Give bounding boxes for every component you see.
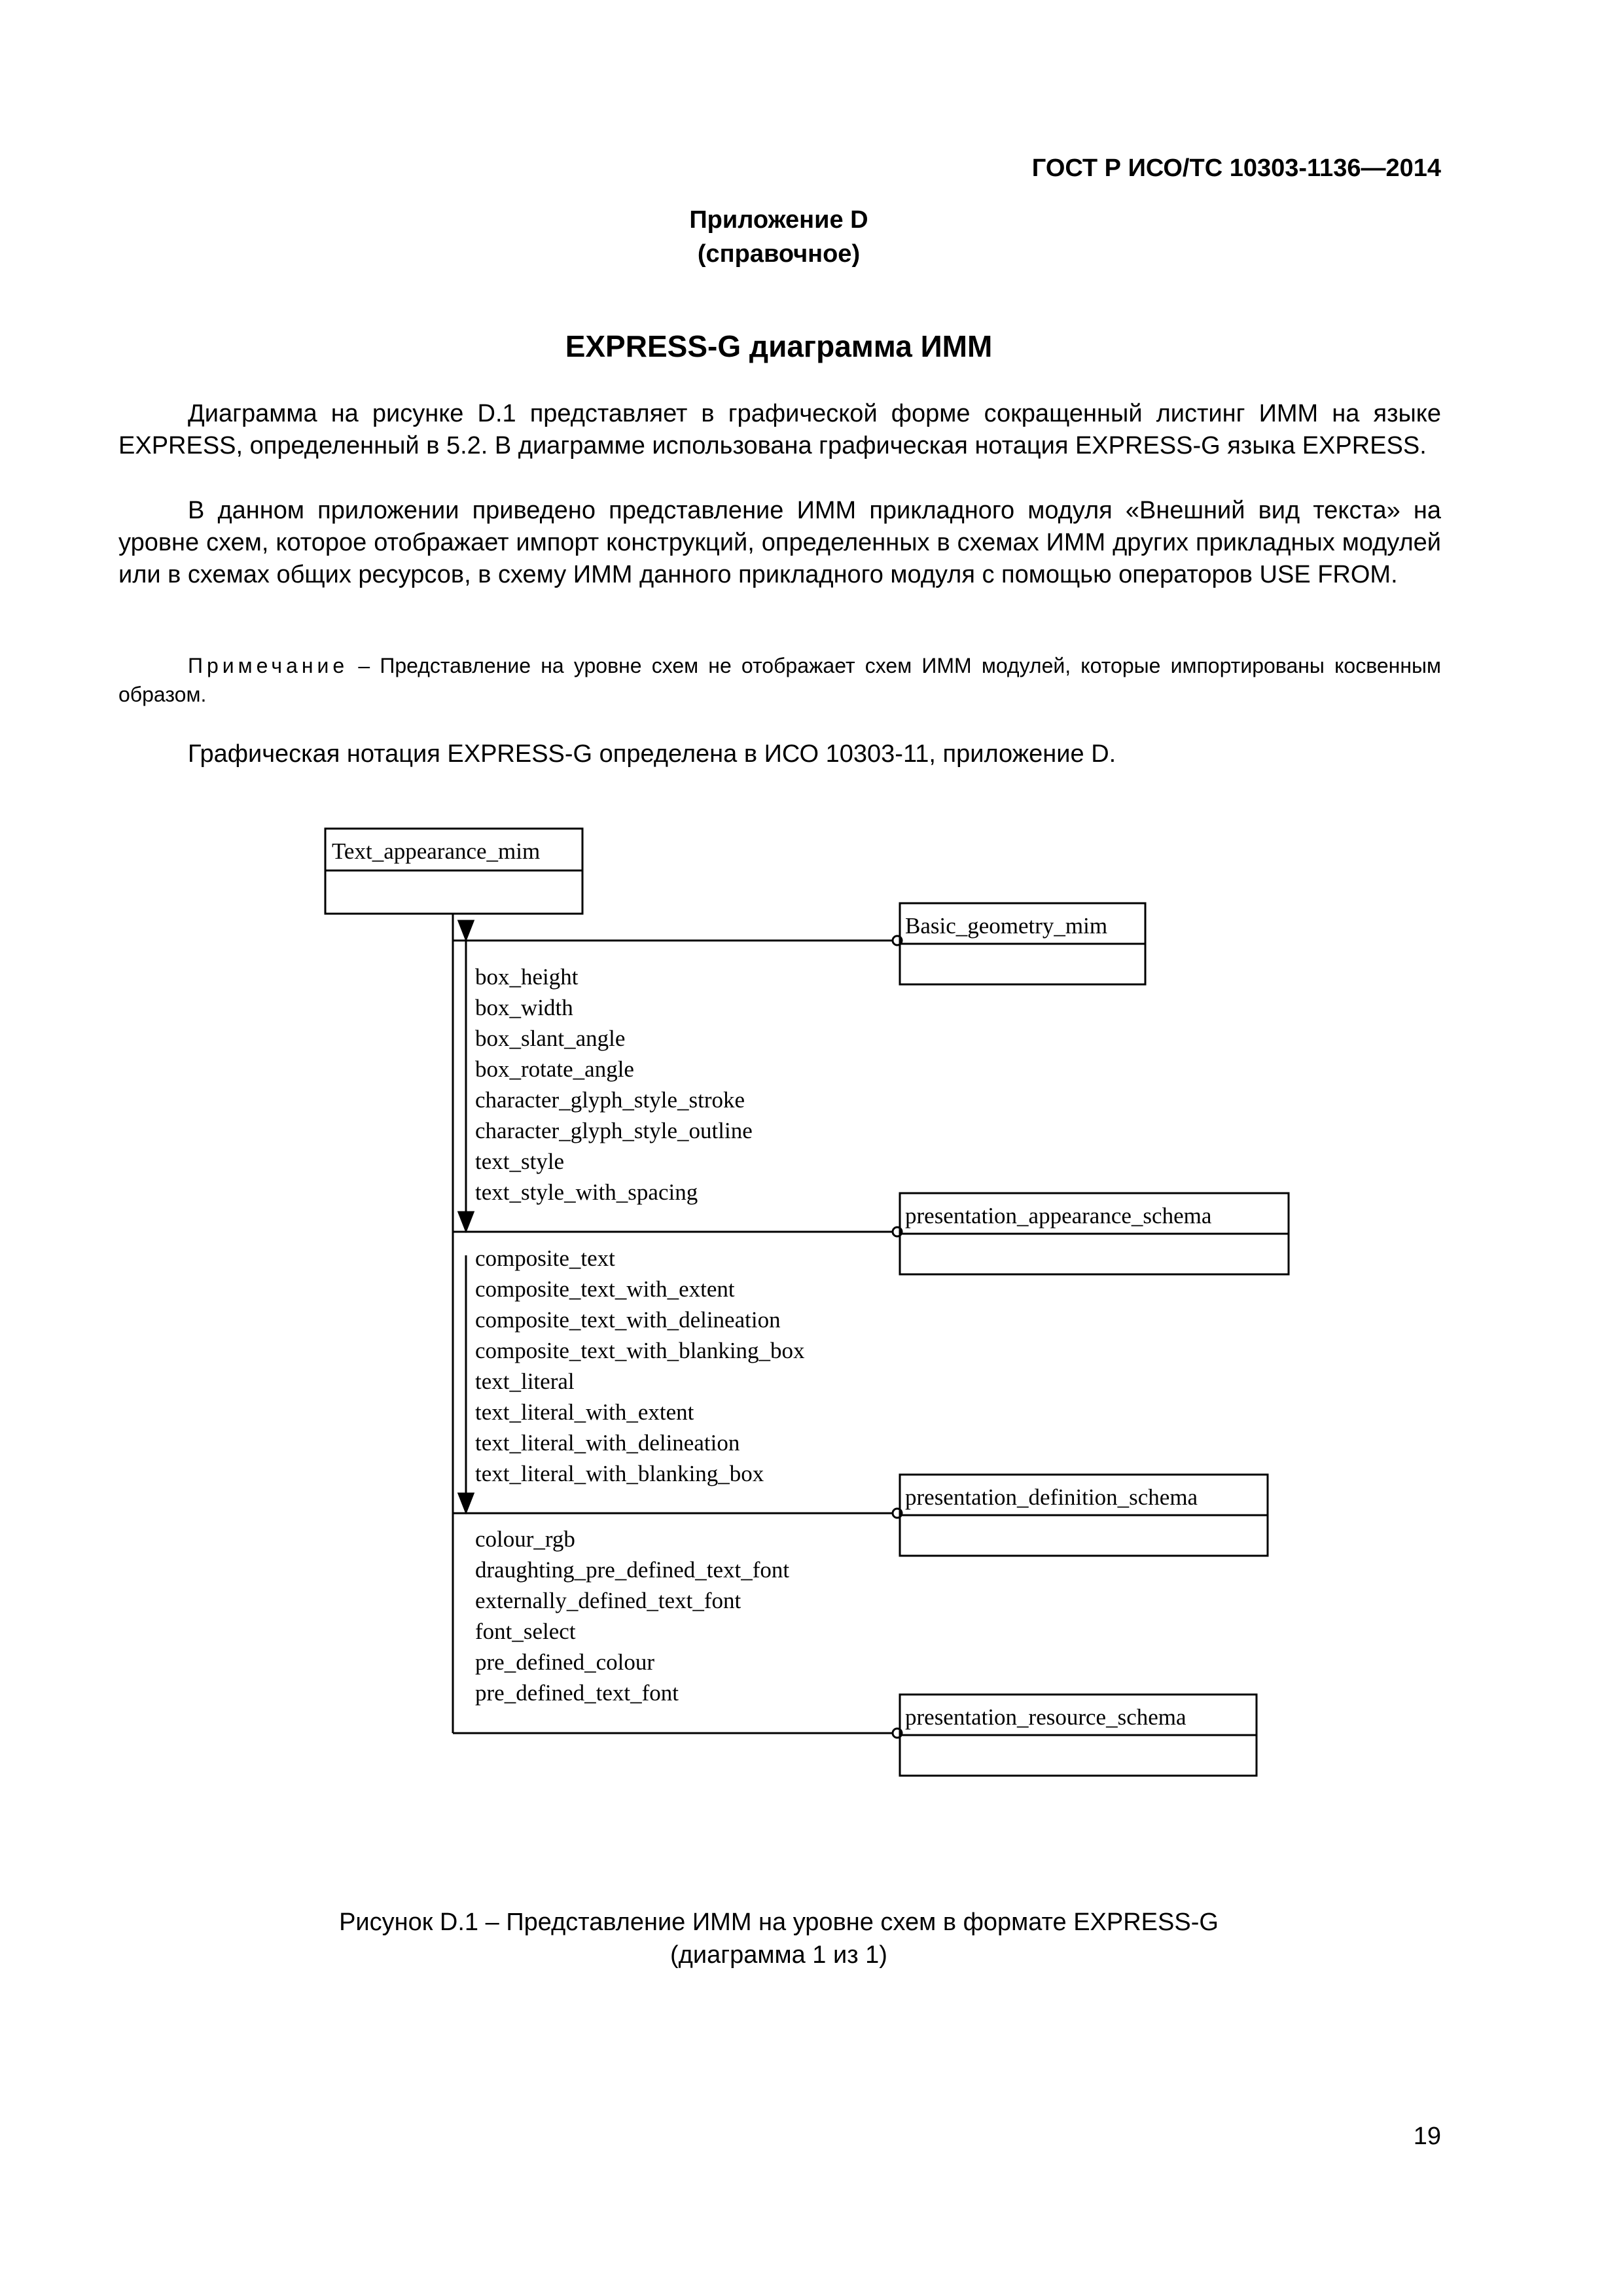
paragraph-3: Графическая нотация EXPRESS-G определена в ИСО 10303-11, приложение D.	[188, 740, 1116, 768]
standard-designation: ГОСТ Р ИСО/ТС 10303-1136—2014	[1031, 154, 1441, 182]
imported-item: composite_text	[475, 1246, 615, 1271]
imported-item: text_literal_with_delineation	[475, 1430, 740, 1456]
imported-item: pre_defined_text_font	[475, 1680, 679, 1706]
imported-item: pre_defined_colour	[475, 1649, 655, 1675]
imported-item: colour_rgb	[475, 1526, 575, 1552]
imported-item: box_rotate_angle	[475, 1056, 634, 1082]
imported-item: text_literal_with_blanking_box	[475, 1461, 764, 1486]
imported-item: composite_text_with_delineation	[475, 1307, 781, 1333]
paragraph-2: В данном приложении приведено представление ИММ прикладного модуля «Внешний вид текста» на уровне схем, которое отображает импорт конструкций, определенных в схемах ИММ других прикладных модулей или в схемах общих ресурсов, в схему ИММ данного прикладного модуля с помощью операторов USE FROM.	[118, 497, 1441, 588]
imported-item: composite_text_with_blanking_box	[475, 1338, 805, 1363]
imported-item: box_height	[475, 964, 579, 990]
figure-caption	[0, 1906, 1558, 1971]
imported-item: text_style_with_spacing	[475, 1179, 698, 1205]
note-label: Примечание	[188, 654, 349, 677]
appendix-status: (справочное)	[697, 240, 861, 268]
page-number: 19	[1413, 2123, 1441, 2150]
imported-item: character_glyph_style_outline	[475, 1118, 753, 1143]
imported-item: box_width	[475, 995, 573, 1020]
paragraph-1: Диаграмма на рисунке D.1 представляет в графической форме сокращенный листинг ИММ на языке EXPRESS, определенный в 5.2. В диаграмме использована графическая нотация EXPRESS-G языка EXPRESS.	[118, 400, 1441, 459]
imported-item: text_style	[475, 1149, 565, 1174]
item-group-arrowhead	[459, 1212, 473, 1230]
appendix-label: Приложение D	[689, 206, 868, 234]
main-schema-name: Text_appearance_mim	[332, 838, 541, 864]
item-group-arrowhead	[459, 1494, 473, 1512]
imported-item: text_literal_with_extent	[475, 1399, 694, 1425]
caption-line-1: Рисунок D.1 – Представление ИММ на уровне схем в формате EXPRESS-G	[339, 1909, 1219, 1936]
note-text: – Представление на уровне схем не отображает схем ИММ модулей, которые импортированы косвенным образом.	[118, 654, 1442, 706]
imported-item: font_select	[475, 1619, 576, 1644]
import-schema-name: Basic_geometry_mim	[905, 913, 1108, 939]
imported-item: character_glyph_style_stroke	[475, 1087, 745, 1113]
import-schema-name: presentation_definition_schema	[905, 1484, 1198, 1510]
import-schema-name: presentation_appearance_schema	[905, 1203, 1212, 1229]
imported-item: box_slant_angle	[475, 1026, 626, 1051]
imported-item: composite_text_with_extent	[475, 1276, 735, 1302]
import-schema-name: presentation_resource_schema	[905, 1704, 1186, 1730]
imported-item: draughting_pre_defined_text_font	[475, 1557, 790, 1583]
imported-item: externally_defined_text_font	[475, 1588, 741, 1613]
imported-item: text_literal	[475, 1369, 575, 1394]
caption-line-2: (диаграмма 1 из 1)	[670, 1941, 887, 1969]
section-title: EXPRESS-G диаграмма ИММ	[565, 329, 993, 363]
item-group-arrowhead	[459, 921, 473, 939]
